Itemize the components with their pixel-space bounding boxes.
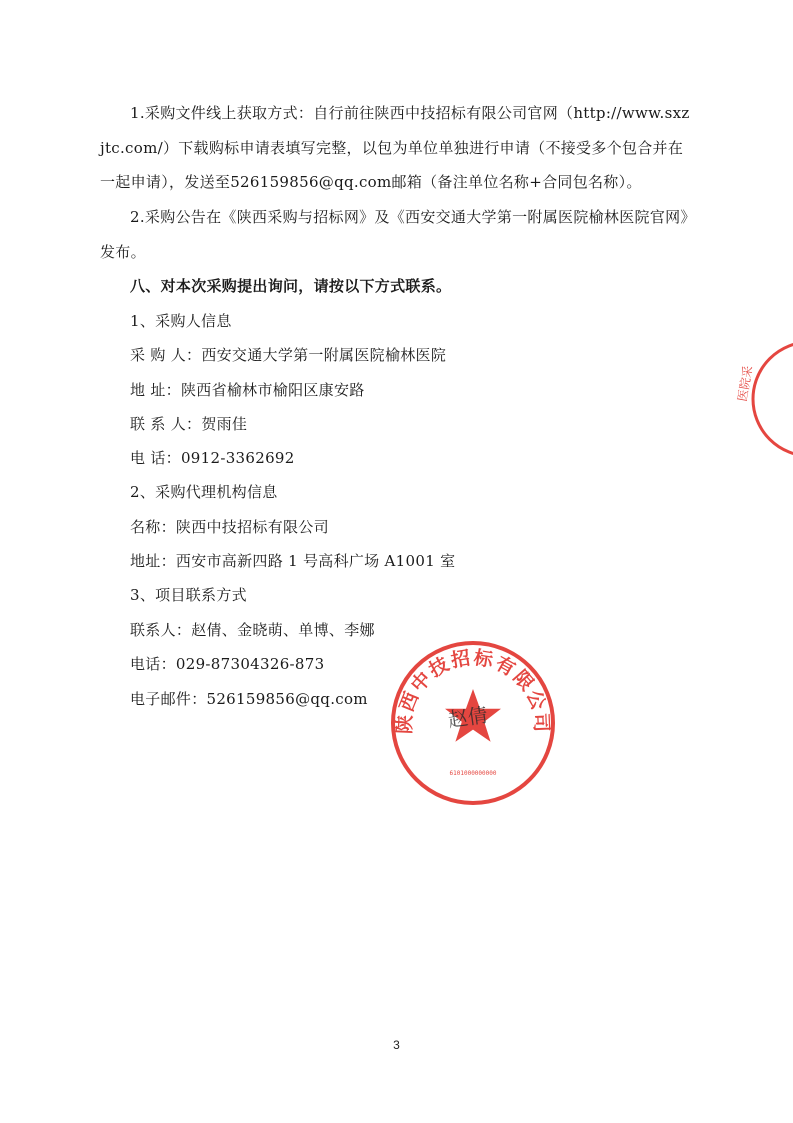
company-seal <box>387 637 559 809</box>
seal-text: 陕西中技招标有限公司 <box>393 646 553 735</box>
purchaser-contact: 联 系 人：贺雨佳 <box>130 415 248 433</box>
item1-line1: 1.采购文件线上获取方式：自行前往陕西中技招标有限公司官网（http://www.sxz <box>130 104 690 122</box>
item1-line3: 一起申请），发送至526159856@qq.com邮箱（备注单位名称+合同包名称）。 <box>100 173 642 191</box>
agency-address: 地址：西安市高新四路 1 号高科广场 A1001 室 <box>130 552 456 570</box>
edge-seal-ring <box>753 342 793 456</box>
project-email: 电子邮件：526159856@qq.com <box>130 690 368 708</box>
purchaser-phone: 电 话：0912-3362692 <box>130 449 295 467</box>
page-number: 3 <box>393 1038 400 1052</box>
seal-micro-text: 6101000000000 <box>449 770 497 777</box>
agency-name: 名称：陕西中技招标有限公司 <box>130 518 329 536</box>
item1-line2: jtc.com/）下载购标申请表填写完整，以包为单位单独进行申请（不接受多个包合并在 <box>100 139 684 157</box>
project-contacts: 联系人：赵倩、金晓萌、单博、李娜 <box>130 621 375 639</box>
purchaser-name: 采 购 人：西安交通大学第一附属医院榆林医院 <box>130 346 447 364</box>
agency-heading: 2、采购代理机构信息 <box>130 483 278 501</box>
item2-line2: 发布。 <box>100 243 146 261</box>
edge-seal-partial <box>730 336 793 462</box>
handwritten-signature: 赵倩 <box>446 702 490 732</box>
item2-line1: 2.采购公告在《陕西采购与招标网》及《西安交通大学第一附属医院榆林医院官网》 <box>130 208 696 226</box>
project-contact-heading: 3、项目联系方式 <box>130 586 247 604</box>
purchaser-heading: 1、采购人信息 <box>130 312 232 330</box>
edge-seal-text: 医院采 <box>735 364 756 403</box>
section8-heading: 八、对本次采购提出询问，请按以下方式联系。 <box>130 277 452 295</box>
purchaser-address: 地 址：陕西省榆林市榆阳区康安路 <box>130 381 365 399</box>
project-phone: 电话：029-87304326-873 <box>130 655 325 673</box>
